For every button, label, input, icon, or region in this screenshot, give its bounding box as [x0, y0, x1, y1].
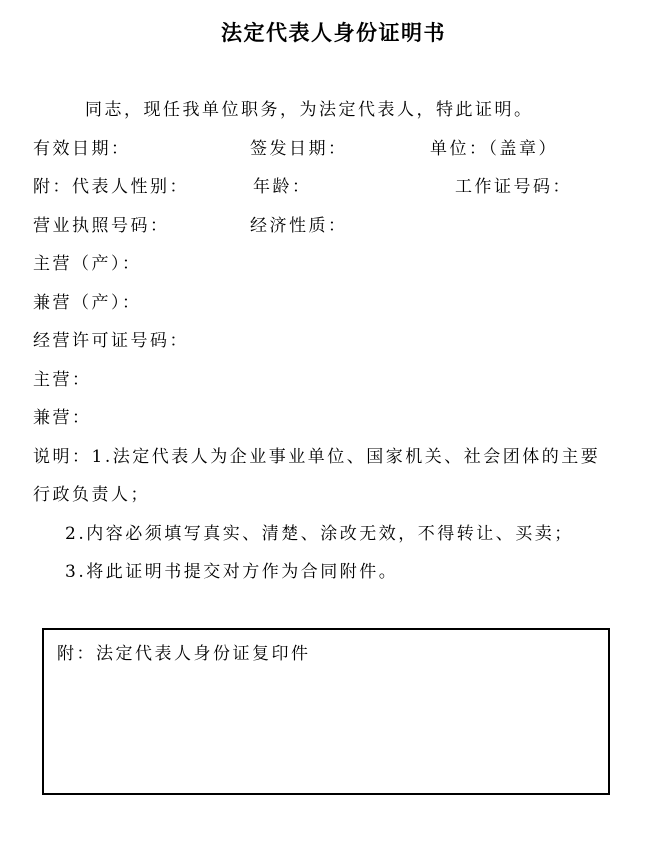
attachment-box-label: 附：法定代表人身份证复印件: [57, 643, 311, 664]
field-representative-gender-label: 附：代表人性别：: [33, 177, 189, 197]
info-row-business: [33, 207, 634, 246]
document-body: [33, 91, 634, 795]
field-age-label: 年龄：: [253, 177, 312, 197]
field-economic-nature-label: 经济性质：: [250, 215, 348, 236]
document-title: 法定代表人身份证明书: [221, 20, 446, 45]
line-operating-license-label: 经营许可证号码：: [33, 331, 189, 351]
line-main-label: 主营：: [33, 369, 92, 390]
line-side-label: 兼营：: [33, 408, 92, 428]
notes-line-1: 说明：1.法定代表人为企业事业单位、国家机关、社会团体的主要: [33, 446, 601, 467]
field-valid-date-label: 有效日期：: [33, 138, 131, 159]
field-business-license-label: 营业执照号码：: [33, 215, 170, 236]
intro-line: 同志，现任我单位职务，为法定代表人，特此证明。: [85, 100, 534, 120]
notes-line-2: 2.内容必须填写真实、清楚、涂改无效，不得转让、买卖；: [65, 523, 574, 544]
info-row-dates: [33, 130, 634, 169]
field-work-id-label: 工作证号码：: [455, 177, 572, 197]
notes-line-3: 3.将此证明书提交对方作为合同附件。: [65, 562, 399, 582]
info-row-person: [33, 168, 634, 207]
line-side-product-label: 兼营（产）：: [33, 292, 142, 313]
notes-line-1-continuation: 行政负责人；: [33, 485, 150, 505]
field-issue-date-label: 签发日期：: [250, 138, 348, 159]
attachment-box: [42, 628, 610, 795]
line-main-product-label: 主营（产）：: [33, 254, 142, 274]
field-unit-seal-label: 单位：（盖章）: [430, 138, 558, 159]
